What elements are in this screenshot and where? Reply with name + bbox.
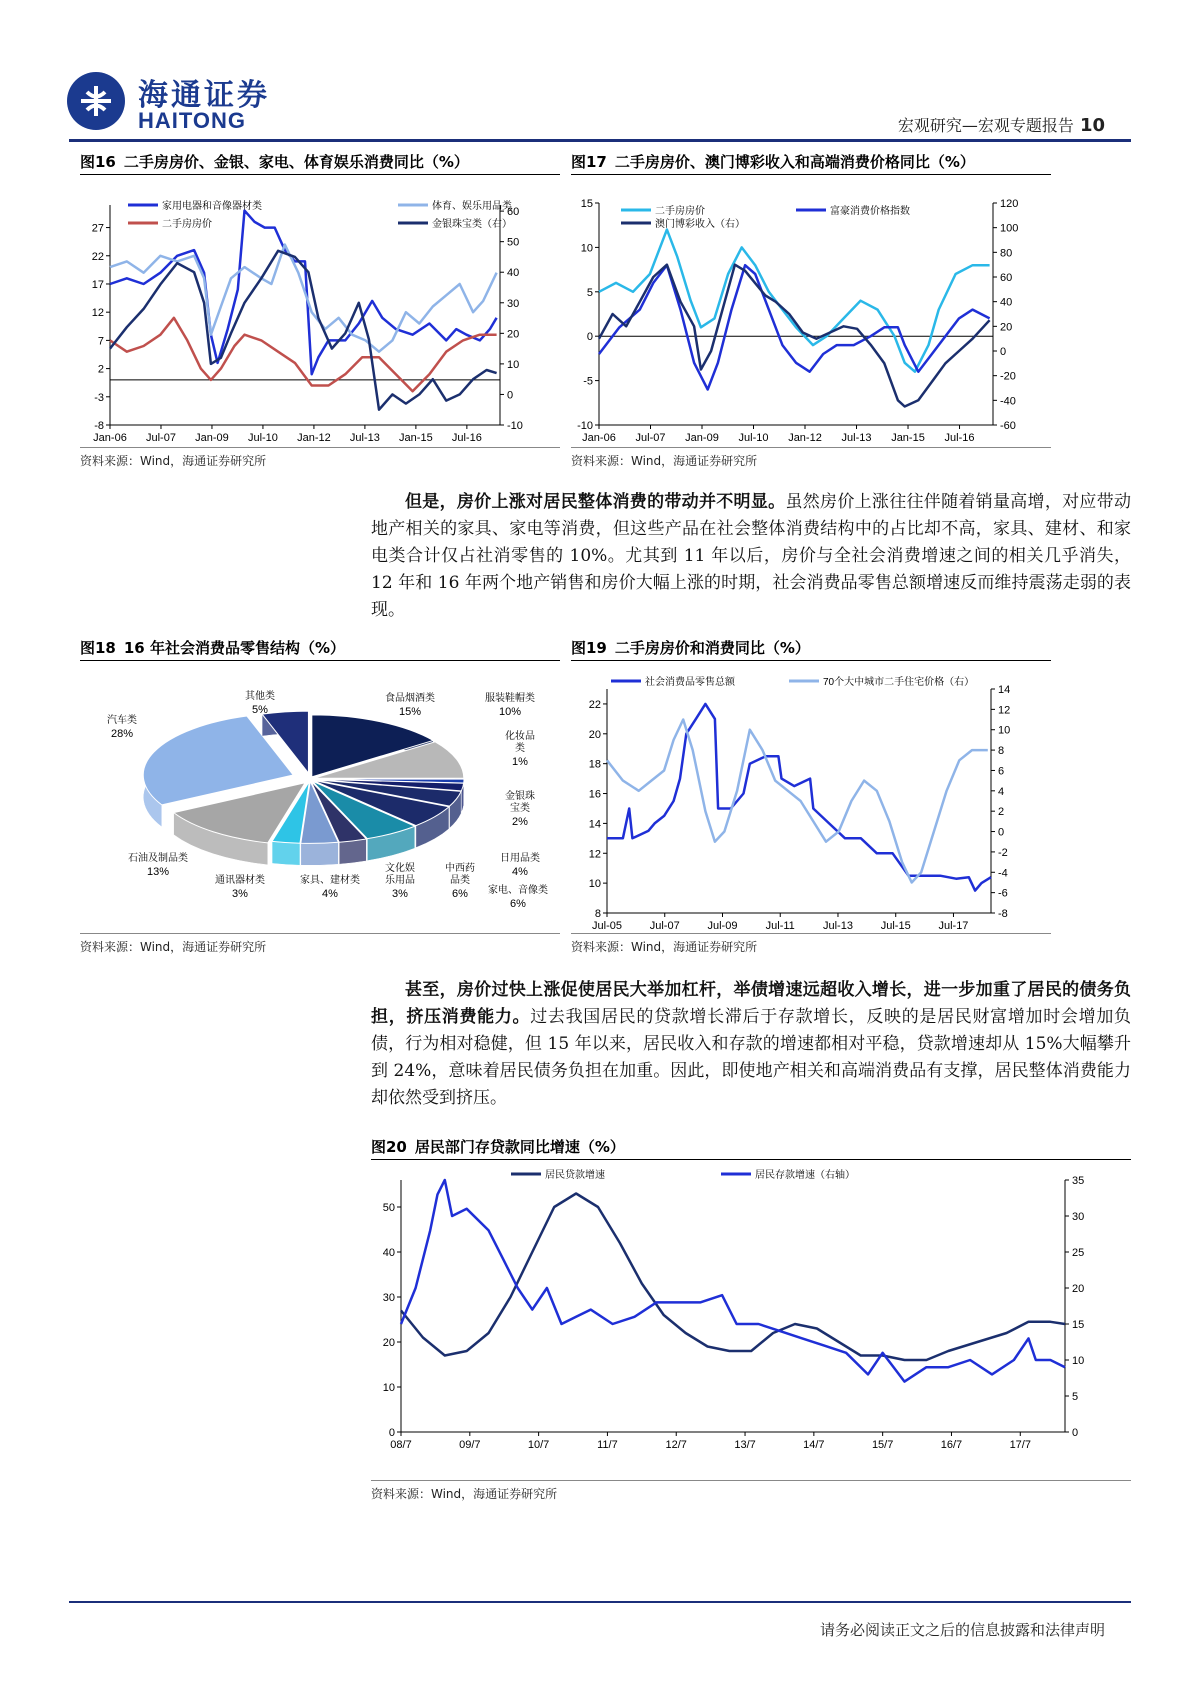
figure-title-text: 居民部门存贷款同比增速（%） xyxy=(414,1138,625,1156)
y-tick-label-left: -10 xyxy=(577,420,593,432)
figure-18 xyxy=(80,636,560,955)
y-tick-label-left: 10 xyxy=(588,878,601,891)
y-tick-label-right: 30 xyxy=(507,297,520,310)
chart-fig16 xyxy=(80,175,560,444)
y-tick-label-right: 40 xyxy=(1000,296,1013,309)
figure-20 xyxy=(371,1135,1131,1502)
x-tick-label: Jul-15 xyxy=(880,920,911,932)
x-tick-label: Jan-09 xyxy=(685,432,719,444)
haitong-logo-icon xyxy=(67,72,125,130)
x-tick-label: Jan-09 xyxy=(195,432,229,444)
y-tick-label-right: 12 xyxy=(998,704,1011,717)
y-tick-label-right: 0 xyxy=(998,826,1005,839)
y-tick-label-left: 12 xyxy=(588,848,601,861)
series-line-1 xyxy=(607,704,991,891)
y-tick-label-right: 10 xyxy=(998,724,1011,737)
y-tick-label-right: 60 xyxy=(507,206,520,219)
y-tick-label-right: 20 xyxy=(507,328,520,341)
x-tick-label: 15/7 xyxy=(871,1439,894,1451)
x-tick-label: Jul-17 xyxy=(938,920,969,932)
legend-label: 体育、娱乐用品类 xyxy=(432,201,512,212)
y-tick-label-right: 35 xyxy=(1072,1175,1085,1187)
y-tick-label-right: -40 xyxy=(1000,395,1016,408)
y-tick-label-left: 15 xyxy=(580,198,593,210)
y-tick-label-left: 20 xyxy=(382,1337,395,1349)
pie-label: 日用品类 xyxy=(500,853,540,864)
pie-label: 乐用品 xyxy=(385,875,415,886)
y-tick-label-right: -10 xyxy=(507,420,523,432)
figure-label: 图16 xyxy=(80,153,116,171)
y-tick-label-right: 2 xyxy=(998,806,1005,819)
x-tick-label: 10/7 xyxy=(527,1439,550,1451)
y-tick-label-right: -20 xyxy=(1000,370,1016,383)
y-tick-label-left: 20 xyxy=(588,728,601,741)
x-tick-label: 09/7 xyxy=(459,1439,481,1451)
pie-label: 类 xyxy=(515,743,525,754)
y-tick-label-right: 0 xyxy=(1000,346,1007,358)
pie-label: 家电、音像类 xyxy=(488,885,548,896)
figure-title-text: 二手房房价、澳门博彩收入和高端消费价格同比（%） xyxy=(614,153,975,171)
y-tick-label-right: 80 xyxy=(1000,247,1013,260)
y-tick-label-right: 0 xyxy=(1072,1427,1079,1439)
y-tick-label-left: 22 xyxy=(588,698,601,711)
x-tick-label: Jul-13 xyxy=(349,432,380,444)
y-tick-label-right: -8 xyxy=(998,908,1008,920)
pie-slice-side xyxy=(301,842,339,865)
figure-source: 资料来源：Wind，海通证券研究所 xyxy=(571,940,758,954)
figure-source: 资料来源：Wind，海通证券研究所 xyxy=(571,454,758,468)
figure-source: 资料来源：Wind，海通证券研究所 xyxy=(80,940,267,954)
legend-label: 居民贷款增速 xyxy=(545,1170,605,1181)
pie-label: 品类 xyxy=(450,875,470,886)
chart-fig19 xyxy=(571,661,1051,932)
y-tick-label-right: 5 xyxy=(1072,1391,1079,1403)
pie-slice-side xyxy=(339,839,366,864)
y-tick-label-left: 0 xyxy=(388,1427,395,1439)
x-tick-label: Jul-13 xyxy=(822,920,853,932)
y-tick-label-left: 27 xyxy=(91,222,104,235)
pie-value-label: 4% xyxy=(322,888,338,900)
pie-label: 中西药 xyxy=(445,863,475,874)
y-tick-label-left: 17 xyxy=(91,278,104,291)
x-tick-label: Jul-05 xyxy=(592,920,622,932)
y-tick-label-left: 7 xyxy=(97,335,104,348)
legend-label: 澳门博彩收入（右） xyxy=(655,219,745,230)
figure-title xyxy=(571,150,1051,175)
x-tick-label: 13/7 xyxy=(734,1439,756,1451)
series-line-1 xyxy=(599,230,990,372)
series-line-2 xyxy=(599,265,990,389)
y-tick-label-right: 30 xyxy=(1072,1211,1085,1223)
y-tick-label-left: 30 xyxy=(382,1292,395,1304)
pie-value-label: 13% xyxy=(146,866,170,878)
series-line-1 xyxy=(401,1194,1065,1361)
x-tick-label: Jul-07 xyxy=(649,920,680,932)
x-tick-label: 17/7 xyxy=(1009,1439,1031,1451)
pie-label: 汽车类 xyxy=(107,715,137,726)
x-tick-label: 16/7 xyxy=(940,1439,963,1451)
section-title: 宏观研究—宏观专题报告 xyxy=(897,116,1074,135)
y-tick-label-right: 8 xyxy=(998,745,1005,758)
paragraph-text: 虽然房价上涨往往伴随着销量高增，对应带动地产相关的家具、家电等消费，但这些产品在社会整体消费结构中的占比却不高，家具、建材、和家电类合计仅占社消零售的 10%。尤其到 11 年以后，房价与全社会消费增速之间的相关几乎消失，12 年和 16 年两个地产销售和房价大幅上涨的时期，社会消费品零售总额增速反而维持震荡走弱的表现。 xyxy=(371,492,1132,620)
series-line-1 xyxy=(110,211,497,375)
chart-fig18 xyxy=(80,661,560,923)
x-tick-label: Jan-06 xyxy=(582,432,616,444)
y-tick-label-right: 6 xyxy=(998,765,1005,778)
x-tick-label: Jan-06 xyxy=(93,432,127,444)
pie-label: 石油及制品类 xyxy=(128,853,188,864)
y-tick-label-left: 5 xyxy=(586,286,593,299)
logo-chinese: 海通证券 xyxy=(138,78,270,113)
y-tick-label-right: 20 xyxy=(1072,1283,1085,1295)
figure-title-text: 16 年社会消费品零售结构（%） xyxy=(123,639,346,657)
pie-value-label: 4% xyxy=(512,866,528,878)
footer-rule xyxy=(69,1601,1131,1603)
y-tick-label-left: 0 xyxy=(586,331,593,344)
y-tick-label-right: -60 xyxy=(1000,420,1016,432)
figure-title xyxy=(371,1135,1131,1160)
pie-value-label: 5% xyxy=(252,704,268,716)
figure-source: 资料来源：Wind，海通证券研究所 xyxy=(371,1487,558,1501)
y-tick-label-right: -2 xyxy=(998,846,1008,859)
pie-label: 金银珠 xyxy=(505,791,535,802)
legend-label: 二手房房价 xyxy=(655,206,705,217)
y-tick-label-right: -6 xyxy=(998,887,1008,900)
pie-value-label: 6% xyxy=(452,888,468,900)
y-tick-label-left: 10 xyxy=(580,242,593,255)
paragraph-text: 过去我国居民的贷款增长滞后于存款增长，反映的是居民财富增加时会增加负债，行为相对稳健，但 15 年以来，居民收入和存款的增速都相对平稳，贷款增速却从 15%大幅攀升到 24%，意味着居民债务负担在加重。因此，即使地产相关和高端消费品有支撑，居民整体消费能力却依然受到挤压。 xyxy=(371,1007,1132,1108)
y-tick-label-right: 100 xyxy=(1000,222,1019,235)
y-tick-label-right: 40 xyxy=(507,267,520,280)
figure-16 xyxy=(80,150,560,469)
y-tick-label-left: 12 xyxy=(91,307,104,320)
legend-label: 金银珠宝类（右） xyxy=(432,219,512,230)
figure-19 xyxy=(571,636,1051,955)
y-tick-label-left: 10 xyxy=(382,1382,395,1394)
legend-label: 二手房房价 xyxy=(162,219,212,230)
y-tick-label-left: 14 xyxy=(588,818,601,831)
pie-label: 服装鞋帽类 xyxy=(485,693,535,704)
y-tick-label-right: 50 xyxy=(507,236,520,249)
y-tick-label-left: -3 xyxy=(94,391,104,404)
figure-rule xyxy=(371,1476,1131,1481)
paragraph-lead: 但是，房价上涨对居民整体消费的带动并不明显。 xyxy=(405,492,786,512)
figure-source: 资料来源：Wind，海通证券研究所 xyxy=(80,454,267,468)
legend-label: 富豪消费价格指数 xyxy=(830,206,910,217)
y-tick-label-right: 20 xyxy=(1000,321,1013,334)
y-tick-label-left: 8 xyxy=(594,908,601,920)
pie-value-label: 6% xyxy=(510,898,526,910)
y-tick-label-left: 2 xyxy=(97,363,104,376)
pie-label: 化妆品 xyxy=(505,731,535,742)
header-rule xyxy=(69,139,1131,142)
x-tick-label: Jul-10 xyxy=(247,432,278,444)
y-tick-label-left: 50 xyxy=(382,1202,395,1214)
figure-label: 图17 xyxy=(571,153,607,171)
figure-title-text: 二手房房价和消费同比（%） xyxy=(614,639,810,657)
x-tick-label: 12/7 xyxy=(665,1439,687,1451)
legend-label: 家用电器和音像器材类 xyxy=(162,201,262,212)
y-tick-label-left: 16 xyxy=(588,788,601,801)
y-tick-label-right: 4 xyxy=(998,785,1005,798)
x-tick-label: Jul-16 xyxy=(944,432,975,444)
pie-label: 食品烟酒类 xyxy=(385,693,435,704)
pie-value-label: 3% xyxy=(232,888,248,900)
x-tick-label: Jul-13 xyxy=(841,432,872,444)
x-tick-label: Jan-15 xyxy=(399,432,433,444)
legend-label: 70个大中城市二手住宅价格（右） xyxy=(823,677,975,688)
figure-title xyxy=(80,150,560,175)
y-tick-label-right: 14 xyxy=(998,684,1011,696)
figure-label: 图19 xyxy=(571,639,607,657)
figure-title xyxy=(80,636,560,661)
pie-value-label: 1% xyxy=(512,756,528,768)
chart-fig17 xyxy=(571,175,1051,444)
x-tick-label: 08/7 xyxy=(390,1439,412,1451)
figure-title-text: 二手房房价、金银、家电、体育娱乐消费同比（%） xyxy=(123,153,469,171)
x-tick-label: Jan-12 xyxy=(788,432,822,444)
y-tick-label-left: -8 xyxy=(94,420,104,432)
x-tick-label: Jul-09 xyxy=(707,920,738,932)
header-section xyxy=(898,113,1105,136)
x-tick-label: Jul-11 xyxy=(765,920,795,932)
pie-label: 通讯器材类 xyxy=(215,875,265,886)
pie-value-label: 3% xyxy=(392,888,408,900)
figure-rule xyxy=(80,927,560,934)
x-tick-label: Jul-07 xyxy=(635,432,666,444)
y-tick-label-left: -5 xyxy=(583,375,593,388)
y-tick-label-right: 25 xyxy=(1072,1247,1085,1259)
paragraph-2 xyxy=(371,977,1131,1112)
y-tick-label-right: 15 xyxy=(1072,1319,1085,1331)
footer-disclaimer: 请务必阅读正文之后的信息披露和法律声明 xyxy=(819,1621,1105,1639)
y-tick-label-right: 60 xyxy=(1000,272,1013,284)
pie-label: 家具、建材类 xyxy=(300,875,360,886)
figure-label: 图20 xyxy=(371,1138,407,1156)
y-tick-label-right: 10 xyxy=(507,358,520,371)
y-tick-label-right: 120 xyxy=(1000,198,1019,210)
logo-english: HAITONG xyxy=(138,108,247,133)
y-tick-label-right: 0 xyxy=(507,389,514,402)
figure-17 xyxy=(571,150,1051,469)
pie-value-label: 2% xyxy=(512,816,528,828)
figure-label: 图18 xyxy=(80,639,116,657)
x-tick-label: Jan-15 xyxy=(891,432,925,444)
chart-fig20 xyxy=(371,1160,1131,1472)
pie-label: 文化娱 xyxy=(385,863,415,874)
pie-value-label: 15% xyxy=(398,706,422,718)
pie-slice-side xyxy=(272,841,300,865)
series-line-4 xyxy=(110,251,497,410)
legend-label: 居民存款增速（右轴） xyxy=(755,1170,855,1181)
x-tick-label: Jul-16 xyxy=(451,432,482,444)
legend-label: 社会消费品零售总额 xyxy=(645,677,735,688)
y-tick-label-left: 22 xyxy=(91,250,104,263)
pie-value-label: 10% xyxy=(498,706,522,718)
y-tick-label-left: 40 xyxy=(382,1247,395,1259)
x-tick-label: Jul-07 xyxy=(145,432,176,444)
page-number: 10 xyxy=(1079,115,1105,136)
x-tick-label: 11/7 xyxy=(597,1439,618,1451)
pie-value-label: 28% xyxy=(110,728,134,740)
y-tick-label-right: 10 xyxy=(1072,1355,1085,1367)
y-tick-label-left: 18 xyxy=(588,758,601,771)
series-line-2 xyxy=(607,720,988,883)
paragraph-1 xyxy=(371,489,1131,624)
x-tick-label: 14/7 xyxy=(803,1439,825,1451)
pie-label: 宝类 xyxy=(510,803,530,814)
figure-rule xyxy=(571,927,1051,934)
figure-title xyxy=(571,636,1051,661)
y-tick-label-right: -4 xyxy=(998,867,1008,880)
paragraph-lead: 甚至，房价过快上涨促使居民大举加杠杆，举债增速远超收入增长，进一步加重了居民的债务负担，挤压消费能力。 xyxy=(371,980,1131,1027)
x-tick-label: Jan-12 xyxy=(297,432,331,444)
pie-label: 其他类 xyxy=(245,691,275,702)
x-tick-label: Jul-10 xyxy=(738,432,769,444)
